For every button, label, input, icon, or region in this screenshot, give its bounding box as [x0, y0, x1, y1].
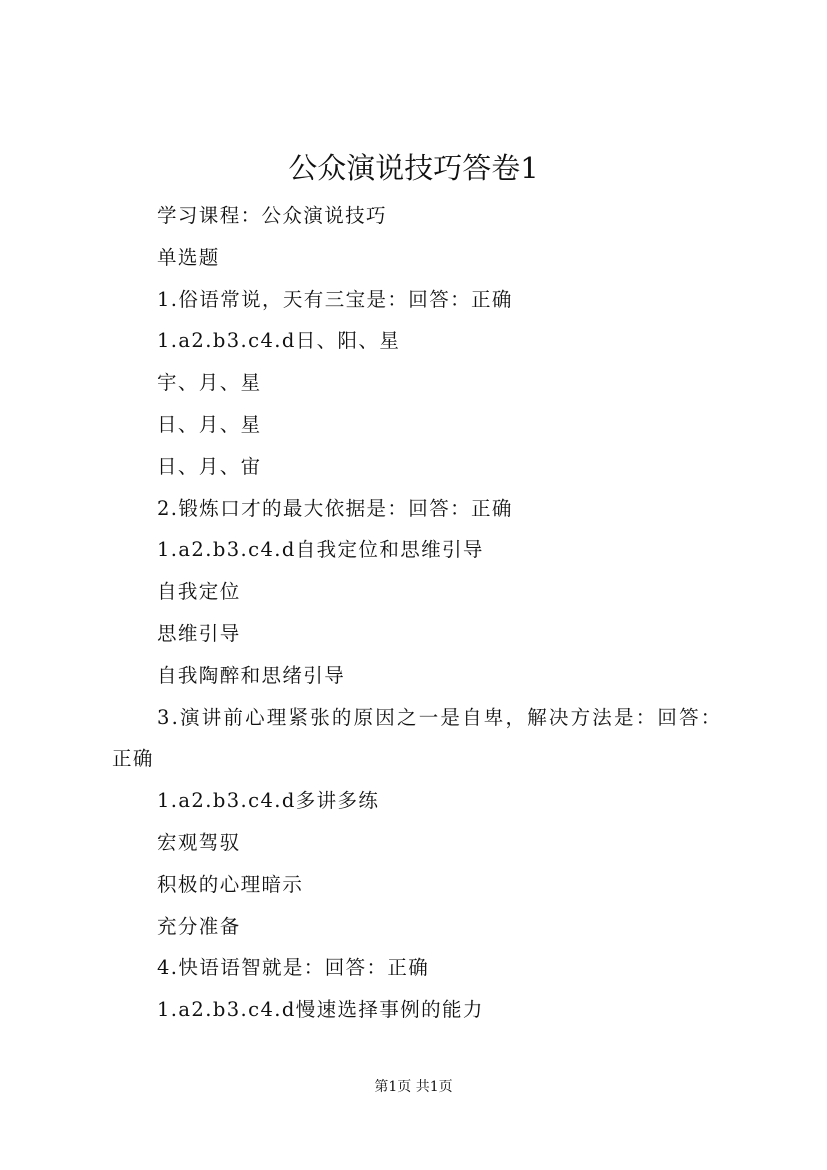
answer-option-line: 1.a2.b3.c4.d慢速选择事例的能力	[157, 998, 484, 1022]
section-heading: 单选题	[157, 245, 220, 269]
answer-option-line: 自我定位	[157, 580, 241, 604]
question-4: 4.快语语智就是：回答：正确	[157, 956, 430, 980]
question-3: 3.演讲前心理紧张的原因之一是自卑，解决方法是：回答：	[157, 705, 723, 729]
answer-option-line: 宏观驾驭	[157, 830, 241, 854]
answer-option-line: 1.a2.b3.c4.d多讲多练	[157, 789, 380, 813]
answer-option-line: 日、月、星	[157, 412, 262, 436]
answer-option-line: 1.a2.b3.c4.d自我定位和思维引导	[157, 538, 484, 562]
answer-option-line: 宇、月、星	[157, 371, 262, 395]
question-1: 1.俗语常说，天有三宝是：回答：正确	[157, 287, 513, 311]
answer-option-line: 日、月、宙	[157, 454, 262, 478]
answer-option-line: 1.a2.b3.c4.d日、阳、星	[157, 329, 401, 353]
document-title: 公众演说技巧答卷1	[288, 151, 539, 185]
answer-option-line: 自我陶醉和思绪引导	[157, 663, 346, 687]
answer-option-line: 思维引导	[157, 621, 241, 645]
question-2: 2.锻炼口才的最大依据是：回答：正确	[157, 496, 513, 520]
course-line: 学习课程：公众演说技巧	[157, 204, 387, 227]
question-3-continuation: 正确	[112, 747, 154, 771]
document-body	[112, 195, 752, 1031]
answer-option-line: 积极的心理暗示	[157, 872, 304, 896]
answer-option-line: 充分准备	[157, 914, 241, 938]
page-footer: 第1页 共1页	[374, 1079, 453, 1095]
